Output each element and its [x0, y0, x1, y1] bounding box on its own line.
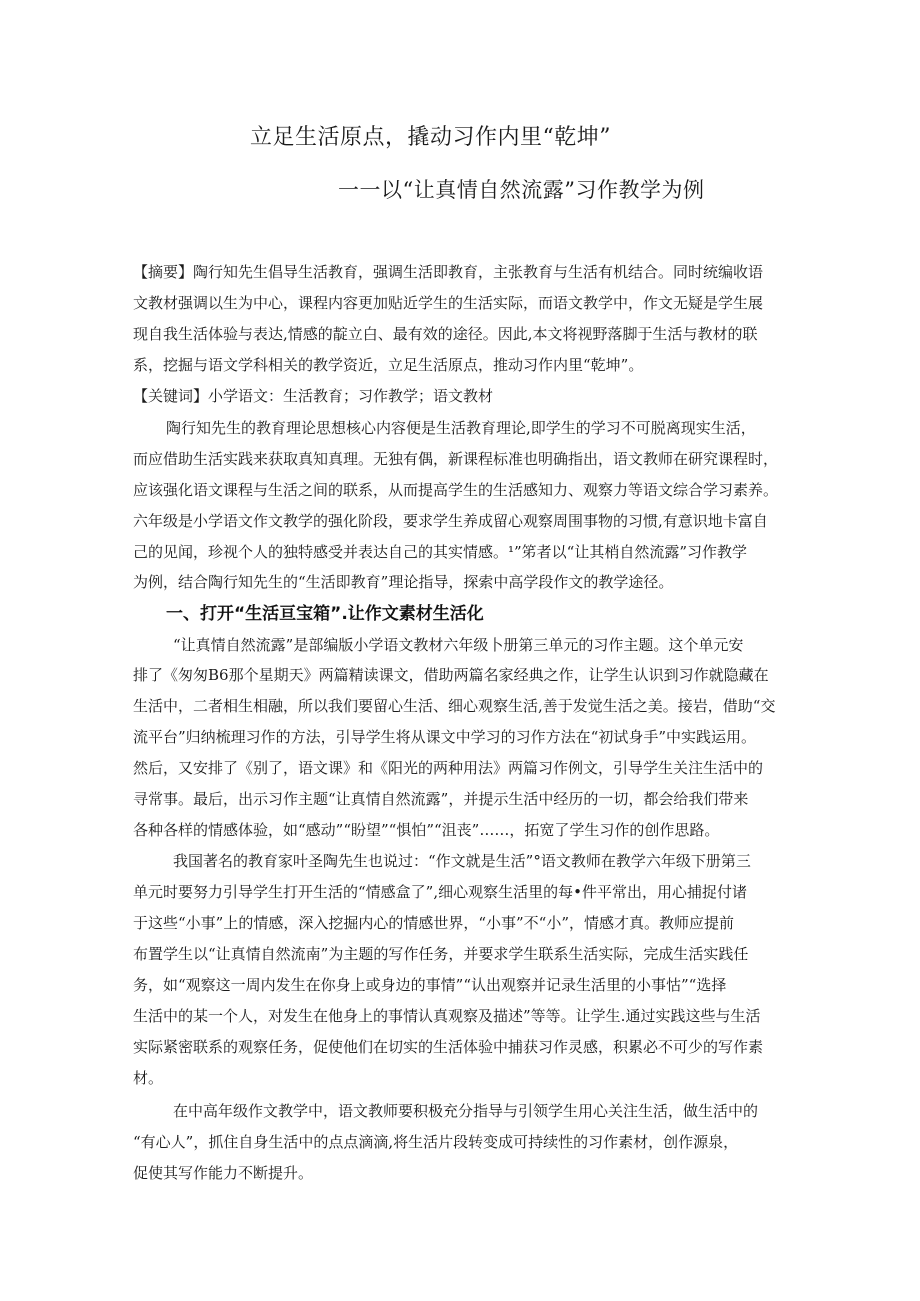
paragraph-line: 我国著名的教育家叶圣陶先生也说过：“作文就是生活”°语文教师在教学六年级下册第三: [173, 852, 751, 870]
intro-line: 六年级是小学语文作文教学的强化阶段，要求学生养成留心观察周围事物的习惯,有意识地卡富自: [133, 512, 768, 530]
paragraph-line: 生活中，二者相生相融，所以我们要留心生活、细心观察生活,善于发觉生活之美。接岩，借助“交: [133, 697, 776, 715]
paragraph-line: 材。: [133, 1069, 164, 1087]
document-title: 立足生活原点，撬动习作内里“乾坤”: [250, 125, 611, 150]
paragraph-line: 于这些“小事”上的情感，深入挖掘内心的情感世界，“小事”不“小”，情感才真。教师应提前: [133, 914, 735, 932]
intro-line: 为例，结合陶行知先生的“生活即教育”理论指导，探索中高学段作文的教学途径。: [133, 573, 674, 591]
paragraph-line: 单元时要努力引导学生打开生活的“情感盒了”,细心观察生活里的每•件平常出，用心捕捉付诸: [133, 883, 747, 901]
abstract-line: 【摘要】陶行知先生倡导生活教育，强调生活即教育，主张教育与生活有机结合。同时统编收语: [133, 263, 764, 281]
paragraph-line: 实际紧密联系的观察任务，促使他们在切实的生活体验中捕获习作灵感，积累必不可少的写作素: [133, 1038, 764, 1056]
paragraph-line: 在中高年级作文教学中，语文教师要积极充分指导与引领学生用心关注生活，做生活中的: [173, 1102, 759, 1120]
paragraph-line: 生活中的某一个人，对发生在他身上的事情认真观察及描述”等等。让学生.通过实践这些与生活: [133, 1007, 761, 1025]
intro-line: 陶行知先生的教育理论思想核心内容便是生活教育理论,即学生的学习不可脱离现实生活，: [166, 419, 756, 437]
section-heading: 一、打开“生活亘宝箱”.让作文素材生活化: [166, 604, 484, 624]
abstract-line: 文教材强调以生为中心，课程内容更加贴近学生的生活实际，而语文教学中，作文无疑是学生展: [133, 294, 764, 312]
paragraph-line: “让真情自然流露”是部编版小学语文教材六年级卜册第三单元的习作主题。这个单元安: [173, 636, 744, 654]
paragraph-line: “有心人”，抓住自身生活中的点点滴滴,将生活片段转变成可持续性的习作素材，创作源泉，: [133, 1133, 739, 1151]
paragraph-line: 寻常事。最后，出示习作主题“让真情自然流露”，并提示生活中经历的一切，都会给我们带来: [133, 790, 749, 808]
keywords-line: 【关键词】小学语文：生活教育；习作教学；语文教材: [133, 387, 494, 405]
document-subtitle: 一一以“让真情自然流露”习作教学为例: [338, 178, 705, 202]
paragraph-line: 促使其写作能力不断提升。: [133, 1164, 314, 1182]
intro-line: 己的见闻，珍视个人的独特感受并表达自己的其实情感。¹”笫者以“让其梢自然流露”习作教学: [133, 543, 748, 561]
paragraph-line: 然后，又安排了《别了，语文课》和《阳光的两种用法》两篇习作例文，引导学生关注生活中的: [133, 759, 764, 777]
abstract-line: 系，挖掘与语文学科相关的教学资近，立足生活原点，推动习作内里“乾坤”。: [133, 356, 644, 374]
paragraph-line: 流平台”归纳梳理习作的方法，引导学生将从课文中学习的习作方法在“初试身手”中实践运用。: [133, 728, 757, 746]
paragraph-line: 排了《匆匆B6那个星期天》两篇精读课文，借助两篇名家经典之作，让学生认识到习作就隐藏在: [133, 666, 769, 684]
intro-line: 应该强化语文课程与生活之间的联系，从而提高学生的生活感知力、观察力等语文综合学习素养。: [133, 481, 779, 499]
abstract-line: 现自我生活体验与表达,情感的靛立白、最有效的途径。因此,本文将视野落脚于生活与教材的联: [133, 325, 758, 343]
paragraph-line: 布置学生以“让真情自然流南”为主题的写作任务，并要求学生联系生活实际，完成生活实践任: [133, 945, 749, 963]
intro-line: 而应借助生活实践来获取真知真理。无独有偶，新课程标准也明确指出，语文教师在研究课程时，: [133, 450, 779, 468]
paragraph-line: 务，如“观察这一周内发生在你身上或身边的事情”“认出观察并记录生活里的小事怙”“选择: [133, 976, 727, 994]
paragraph-line: 各种各样的情感体验，如“感动”“盼望”“惧怕”“沮丧”……，拓宽了学生习作的创作思路。: [133, 821, 720, 839]
